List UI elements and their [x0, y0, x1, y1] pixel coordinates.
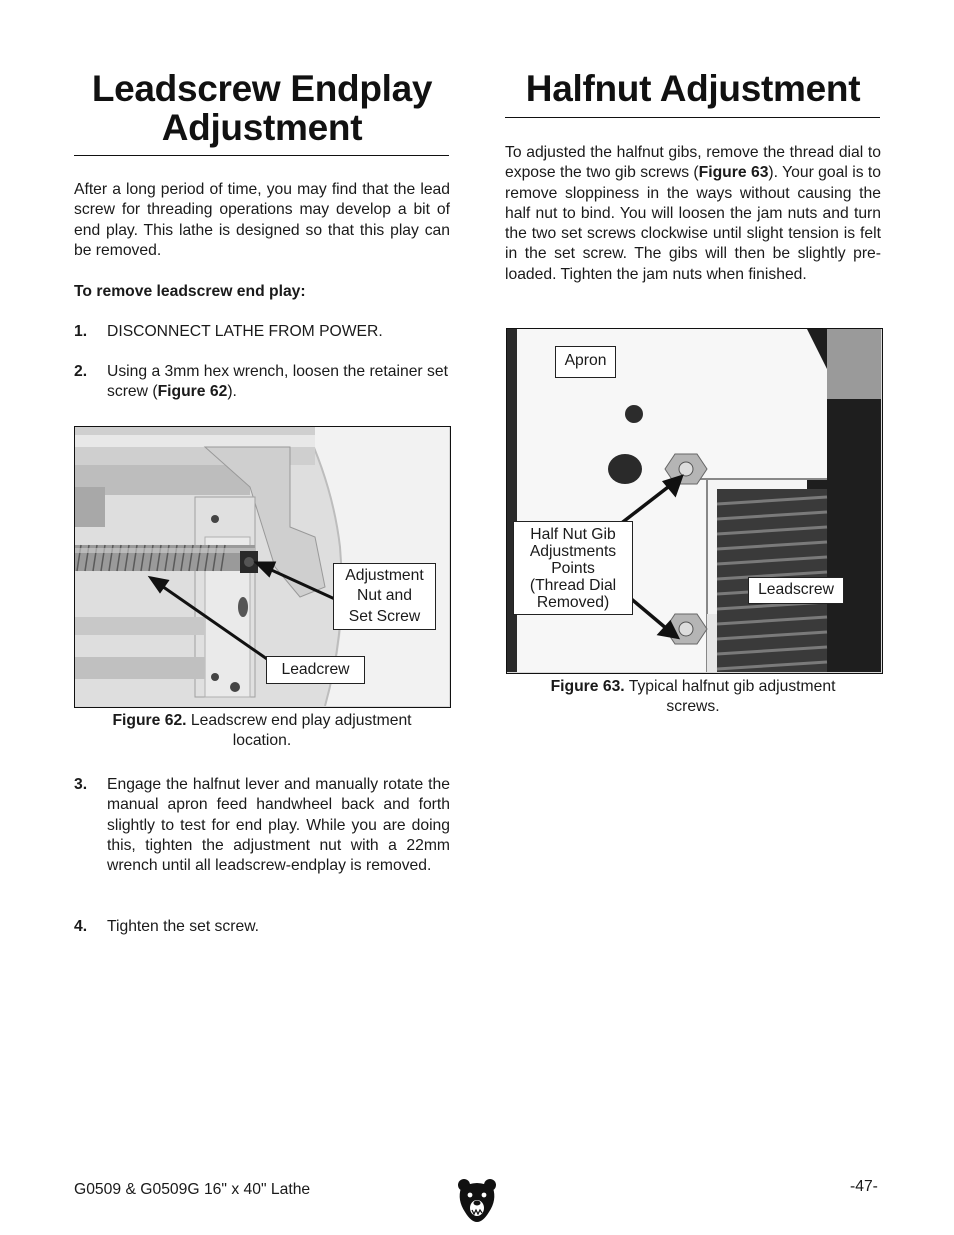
grizzly-bear-logo-icon	[457, 1178, 497, 1222]
step-3: 3. Engage the halfnut lever and manually rotate the manual apron feed handwheel back and forth slightly to test for end play. While you are doing this, tighten the adjustment nut with a 22mm wrench until all leadscrew-endplay is removed.	[74, 776, 450, 875]
section-title-leadscrew-endplay: Leadscrew Endplay Adjustment	[91, 68, 433, 148]
step-2: 2. Using a 3mm hex wrench, loosen the retainer set screw (Figure 62).	[74, 363, 448, 401]
title-divider	[74, 155, 449, 156]
figure-63-photo	[506, 328, 883, 674]
intro-paragraph: After a long period of time, you may find that the lead screw for threading operations may develop a bit of end play. This lathe is designed so that this play can be removed.	[74, 181, 450, 259]
subheading: To remove leadscrew end play:	[74, 283, 306, 300]
halfnut-paragraph: To adjusted the halfnut gibs, remove the thread dial to expose the two gib screws (Figure 63). Your goal is to remove sloppiness in the ways without causing the half nut to bind. You will loosen the jam nuts and turn the two set screws clockwise until slight tension is felt in the set screw. The gibs will then be slightly pre-loaded. Tighten the jam nuts when finished.	[505, 144, 881, 283]
callout-leadscrew: Leadscrew	[748, 577, 844, 604]
callout-leadcrew: Leadcrew	[266, 656, 365, 684]
figure-62-caption: Figure 62. Leadscrew end play adjustment location.	[112, 712, 412, 750]
figure-63-caption: Figure 63. Typical halfnut gib adjustment screws.	[550, 678, 836, 716]
callout-adjustment-nut: Adjustment Nut and Set Screw	[333, 563, 436, 630]
step-4: 4. Tighten the set screw.	[74, 918, 260, 935]
callout-apron: Apron	[555, 346, 616, 378]
callout-halfnut-gib: Half Nut Gib Adjustments Points (Thread Dial Removed)	[513, 521, 633, 615]
footer-model: G0509 & G0509G 16" x 40" Lathe	[74, 1181, 311, 1198]
step-1: 1. DISCONNECT LATHE FROM POWER.	[74, 323, 383, 340]
footer-page-number: -47-	[850, 1178, 878, 1195]
figure-63-reference: Figure 63	[698, 164, 769, 182]
halfnut-gib-illustration	[507, 329, 881, 672]
section-title-halfnut: Halfnut Adjustment	[525, 68, 861, 109]
figure-62-reference: Figure 62	[157, 383, 228, 401]
title-divider	[505, 117, 880, 118]
